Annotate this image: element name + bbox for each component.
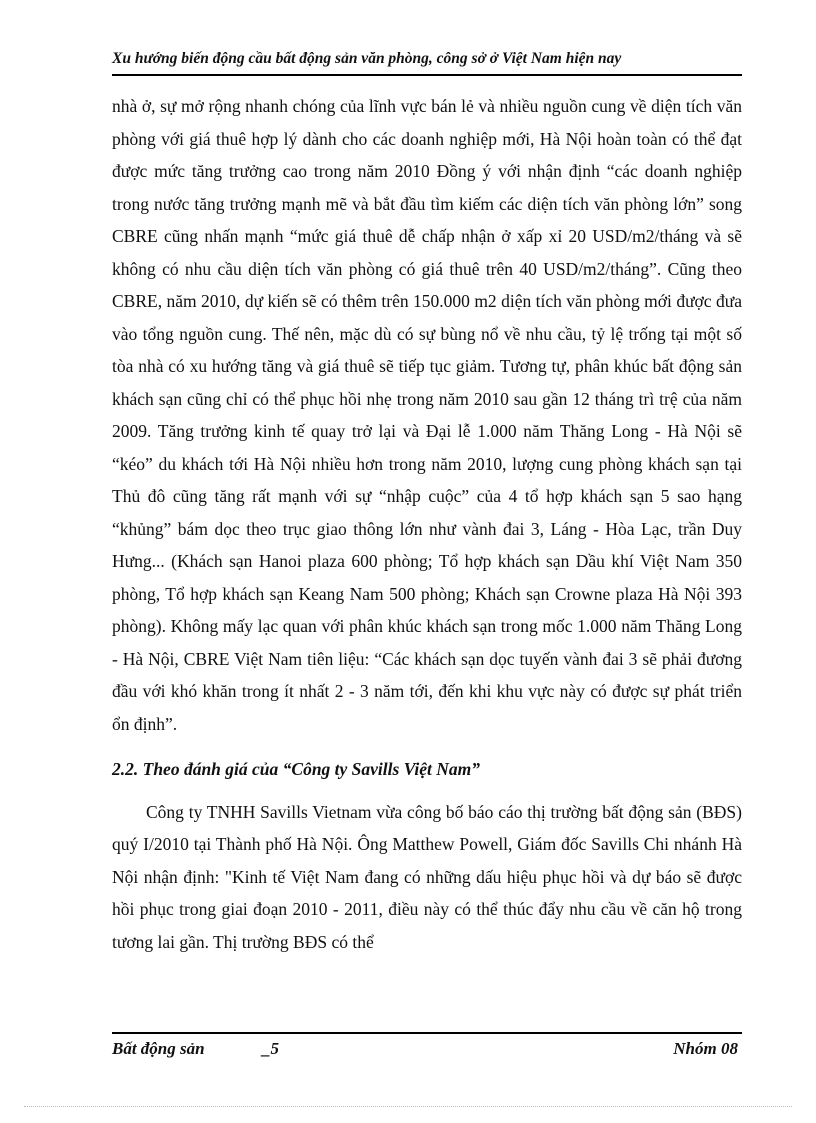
page-bottom-divider bbox=[24, 1106, 792, 1107]
header-title: Xu hướng biến động cầu bất động sản văn phòng, công sở ở Việt Nam hiện nay bbox=[112, 50, 622, 67]
footer-group: Nhóm 08 bbox=[673, 1039, 738, 1058]
page-header bbox=[112, 44, 742, 76]
footer-page-number: _5 bbox=[262, 1039, 279, 1058]
document-body bbox=[112, 90, 742, 958]
page-footer bbox=[112, 1032, 742, 1064]
body-paragraph-2: Công ty TNHH Savills Vietnam vừa công bố báo cáo thị trường bất động sản (BĐS) quý I/2010 tại Thành phố Hà Nội. Ông Matthew Powell, Giám đốc Savills Chi nhánh Hà Nội nhận định: "Kinh tế Việt Nam đang có những dấu hiệu phục hồi và dự báo sẽ được hồi phục trong giai đoạn 2010 - 2011, điều này có thể thúc đẩy nhu cầu về căn hộ trong tương lai gần. Thị trường BĐS có thể bbox=[112, 801, 742, 952]
footer-subject: Bất động sản bbox=[112, 1039, 205, 1058]
body-paragraph-1: nhà ở, sự mở rộng nhanh chóng của lĩnh vực bán lẻ và nhiều nguồn cung về diện tích văn phòng với giá thuê hợp lý dành cho các doanh nghiệp mới, Hà Nội hoàn toàn có thể đạt được mức tăng trưởng cao trong năm 2010 Đồng ý với nhận định “các doanh nghiệp trong nước tăng trưởng mạnh mẽ và bắt đầu tìm kiếm các diện tích văn phòng lớn” song CBRE cũng nhấn mạnh “mức giá thuê dễ chấp nhận ở xấp xỉ 20 USD/m2/tháng và sẽ không có nhu cầu diện tích văn phòng có giá thuê trên 40 USD/m2/tháng”. Cũng theo CBRE, năm 2010, dự kiến sẽ có thêm trên 150.000 m2 diện tích văn phòng mới được đưa vào tổng nguồn cung. Thế nên, mặc dù có sự bùng nổ về nhu cầu, tỷ lệ trống tại một số tòa nhà có xu hướng tăng và giá thuê sẽ tiếp tục giảm. Tương tự, phân khúc bất động sản khách sạn cũng chỉ có thể phục hồi nhẹ trong năm 2010 sau gần 12 tháng trì trệ của năm 2009. Tăng trưởng kinh tế quay trở lại và Đại lễ 1.000 năm Thăng Long - Hà Nội sẽ “kéo” du khách tới Hà Nội nhiều hơn trong năm 2010, lượng cung phòng khách sạn tại Thủ đô cũng tăng rất mạnh với sự “nhập cuộc” của 4 tổ hợp khách sạn 5 sao hạng “khủng” bám dọc theo trục giao thông lớn như vành đai 3, Láng - Hòa Lạc, trần Duy Hưng... (Khách sạn Hanoi plaza 600 phòng; Tổ hợp khách sạn Dầu khí Việt Nam 350 phòng, Tổ hợp khách sạn Keang Nam 500 phòng; Khách sạn Crowne plaza Hà Nội 393 phòng). Không mấy lạc quan với phân khúc khách sạn trong mốc 1.000 năm Thăng Long - Hà Nội, CBRE Việt Nam tiên liệu: “Các khách sạn dọc tuyến vành đai 3 sẽ phải đương đầu với khó khăn trong ít nhất 2 - 3 năm tới, đến khi khu vực này có được sự phát triển ổn định”. bbox=[112, 96, 742, 734]
section-heading: 2.2. Theo đánh giá của “Công ty Savills Việt Nam” bbox=[112, 759, 481, 779]
